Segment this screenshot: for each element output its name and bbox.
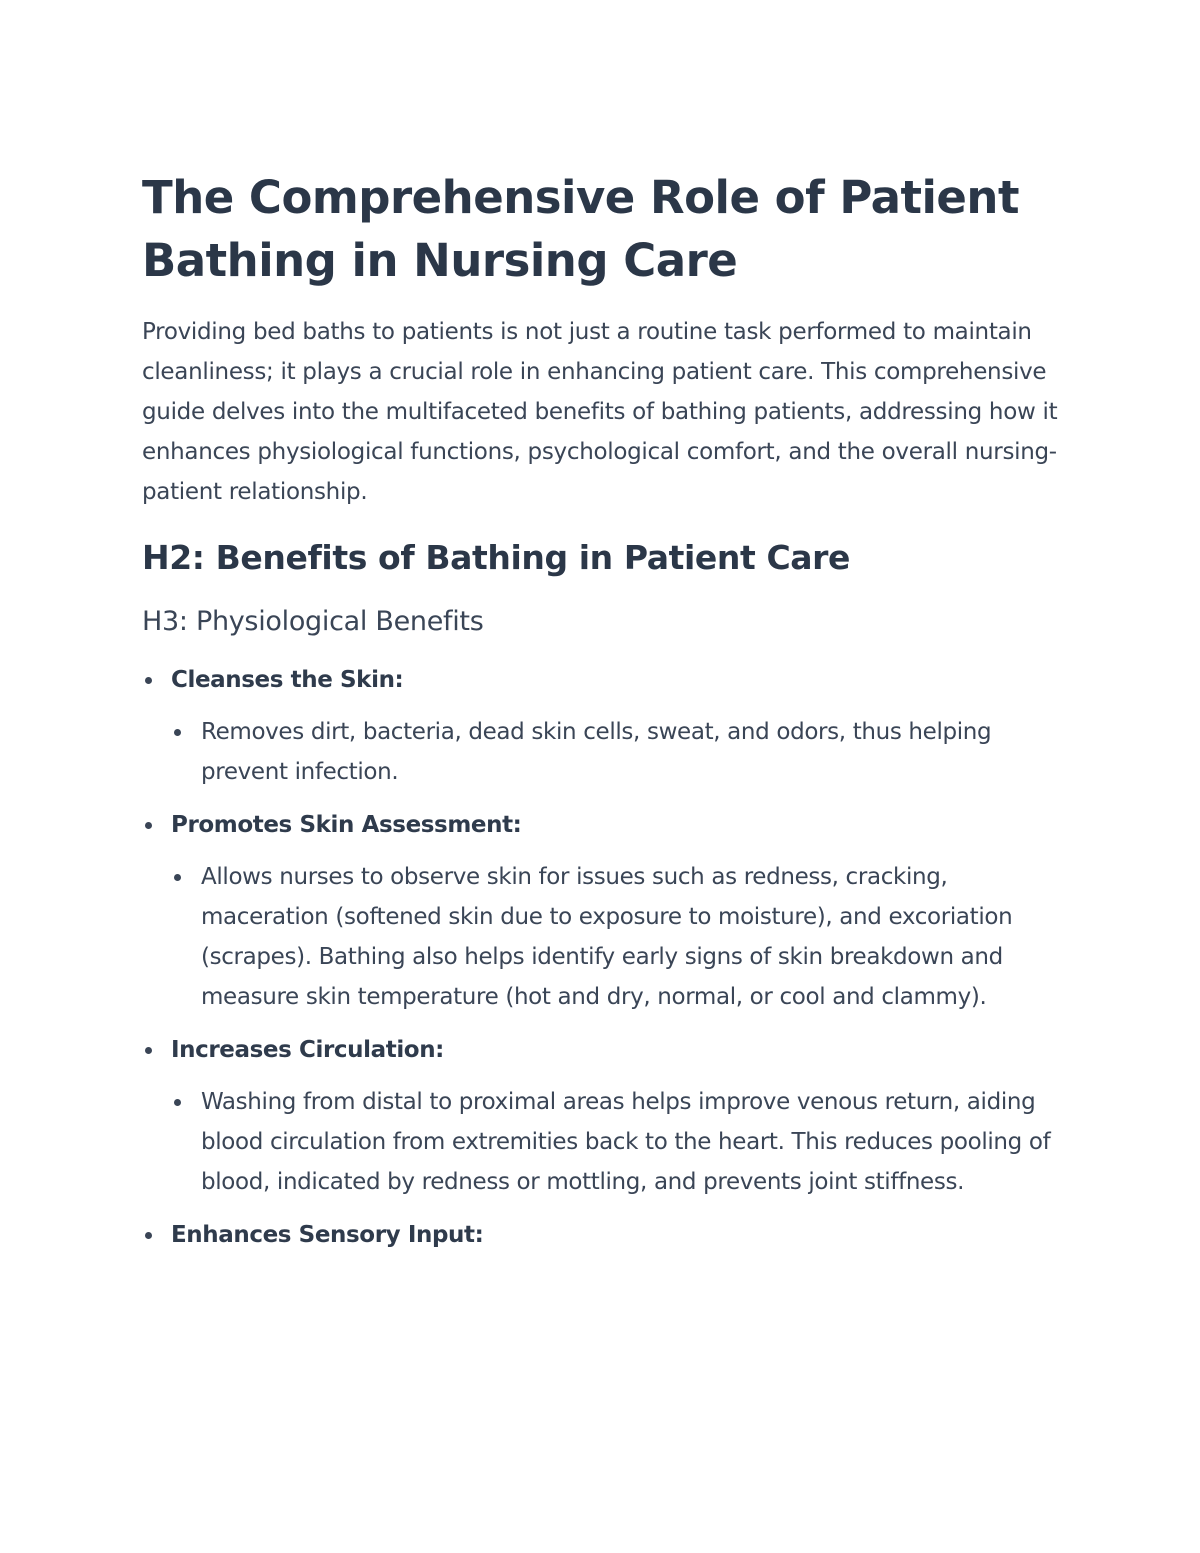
- sub-list: [171, 1082, 1062, 1202]
- sub-list: [171, 712, 1062, 792]
- list-item: [142, 1030, 1062, 1202]
- subsection-heading: H3: Physiological Benefits: [142, 606, 484, 637]
- document-title: The Comprehensive Role of Patient Bathing in Nursing Care: [142, 171, 1019, 287]
- section-heading: H2: Benefits of Bathing in Patient Care: [142, 538, 850, 577]
- item-title: Increases Circulation:: [171, 1037, 444, 1063]
- item-title: Enhances Sensory Input:: [171, 1222, 484, 1248]
- item-title: Promotes Skin Assessment:: [171, 812, 522, 838]
- item-title: Cleanses the Skin:: [171, 667, 404, 693]
- list-item: [142, 1215, 1062, 1255]
- sub-list-item: Allows nurses to observe skin for issues such as redness, cracking, maceration (softened skin due to exposure to moisture), and excoriation (scrapes). Bathing also helps identify early signs of skin breakdown and measure skin temperature (hot and dry, normal, or cool and clammy).: [171, 857, 1062, 1017]
- list-item: [142, 660, 1062, 792]
- benefits-list: [142, 660, 1062, 1255]
- document-page: [142, 166, 1062, 1268]
- list-item: [142, 805, 1062, 1017]
- sub-list-item: Removes dirt, bacteria, dead skin cells, sweat, and odors, thus helping prevent infection.: [171, 712, 1062, 792]
- intro-paragraph: Providing bed baths to patients is not just a routine task performed to maintain cleanliness; it plays a crucial role in enhancing patient care. This comprehensive guide delves into the multifaceted benefits of bathing patients, addressing how it enhances physiological functions, psychological comfort, and the overall nursing-patient relationship.: [142, 319, 1058, 505]
- sub-list-item: Washing from distal to proximal areas helps improve venous return, aiding blood circulation from extremities back to the heart. This reduces pooling of blood, indicated by redness or mottling, and prevents joint stiffness.: [171, 1082, 1062, 1202]
- sub-list: [171, 857, 1062, 1017]
